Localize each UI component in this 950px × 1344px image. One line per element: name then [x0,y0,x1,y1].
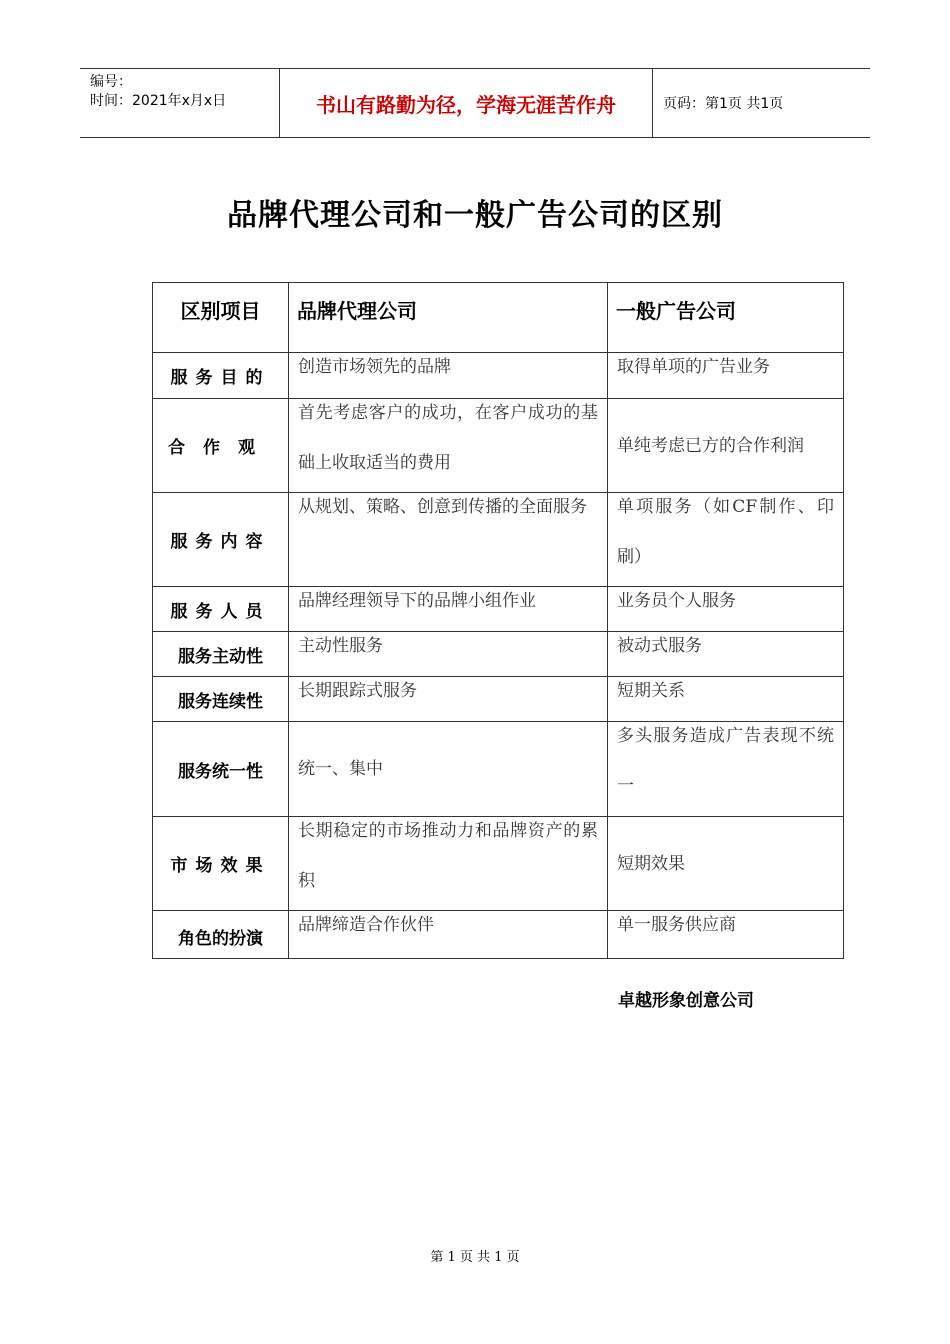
header-motto: 书山有路勤为径，学海无涯苦作舟 [280,69,653,137]
row-brand-cell: 长期稳定的市场推动力和品牌资产的累积 [298,821,598,891]
row-brand-cell: 统一、集中 [298,759,383,779]
row-brand-cell: 长期跟踪式服务 [298,681,417,701]
header-cell-item: 区别项目 [153,283,289,353]
row-brand-cell: 从规划、策略、创意到传播的全面服务 [298,497,587,517]
page-footer: 第 1 页 共 1 页 [430,1250,520,1265]
row-label: 服务人员 [170,601,271,622]
row-brand-cell: 品牌缔造合作伙伴 [298,915,434,935]
row-label: 服务主动性 [178,646,263,667]
row-general-cell: 业务员个人服务 [617,591,736,611]
row-label: 合作观 [168,438,273,458]
number-label: 编号： [90,74,132,90]
table-row [153,493,844,587]
company-signature: 卓越形象创意公司 [618,991,754,1011]
header-cell-brand: 品牌代理公司 [289,283,608,353]
table-row [153,722,844,817]
row-general-cell: 取得单项的广告业务 [617,357,770,377]
table-row [153,911,844,959]
table-row [153,399,844,493]
row-label: 服务目的 [170,368,271,388]
row-brand-cell: 主动性服务 [298,636,383,656]
row-general-cell: 短期效果 [617,853,685,874]
comparison-table [152,282,844,959]
row-label: 服务内容 [170,532,271,552]
row-label: 角色的扮演 [178,928,263,949]
row-label: 市场效果 [170,856,271,876]
row-general-cell: 多头服务造成广告表现不统一 [617,726,834,796]
row-label: 服务统一性 [178,761,263,782]
row-general-cell: 单纯考虑已方的合作利润 [617,435,804,456]
date-label: 时间：2021年x月x日 [90,93,227,109]
header-page-info: 页码：第1页 共1页 [663,96,784,112]
row-general-cell: 短期关系 [617,681,685,701]
row-brand-cell: 品牌经理领导下的品牌小组作业 [298,591,536,611]
document-title: 品牌代理公司和一般广告公司的区别 [227,198,723,233]
row-general-cell: 单项服务（如CF制作、印刷） [617,497,834,567]
row-general-cell: 单一服务供应商 [617,915,736,935]
row-brand-cell: 首先考虑客户的成功，在客户成功的基础上收取适当的费用 [298,403,598,473]
header-meta [80,69,280,137]
row-label: 服务连续性 [178,691,263,712]
header-cell-general: 一般广告公司 [608,283,844,353]
table-row [153,817,844,911]
row-brand-cell: 创造市场领先的品牌 [298,357,451,377]
row-general-cell: 被动式服务 [617,636,702,656]
document-header [80,68,870,138]
